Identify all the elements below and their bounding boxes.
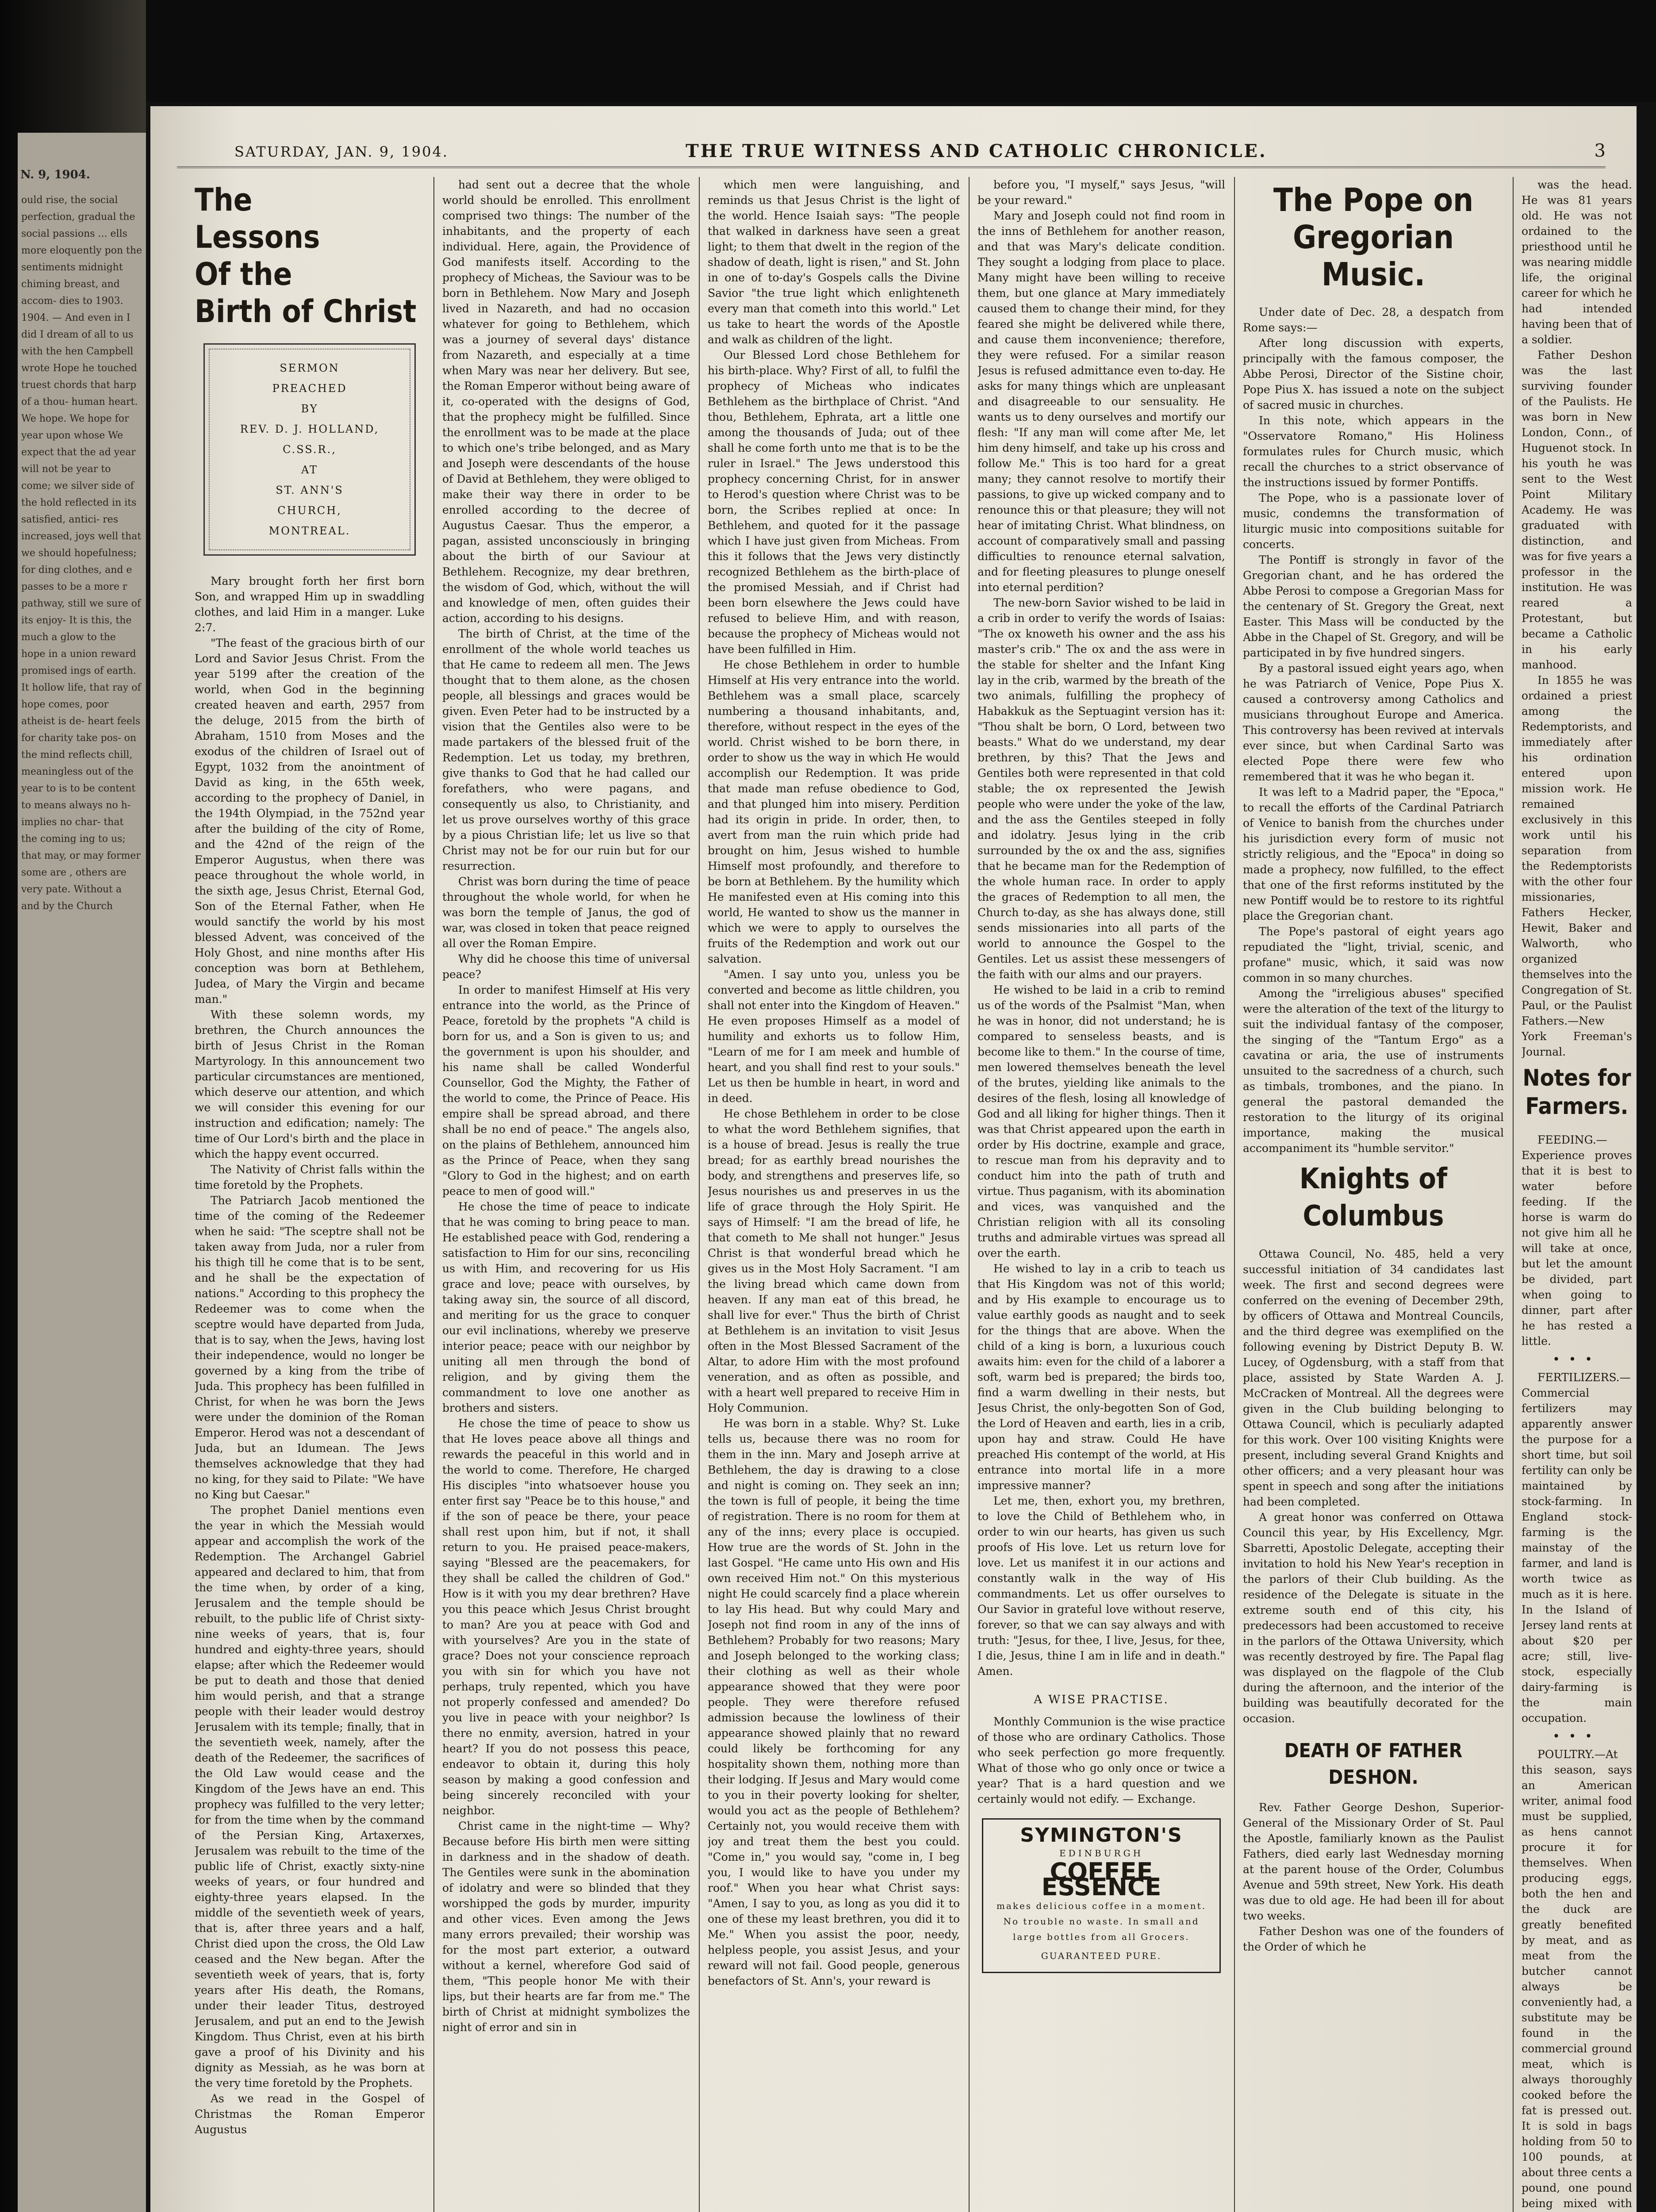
ad-city: EDINBURGH — [1059, 1848, 1144, 1859]
paragraph: He chose Bethlehem in order to be close to what the word Bethlehem signifies, that is a house of bread. Jesus is really the true bread; for as earthly bread nourishes the body, and strengthens and preserves life, so Jesus nourishes us and preserves in us the life of grace through the Holy Spirit. He says of Himself: "I am the bread of life, he that cometh to Me shall not hunger." Jesus Christ is that wonderful bread which he gives us in the Most Holy Sacrament. "I am the living bread which came down from heaven. If any man eat of this bread, he shall live for ever." Thus the birth of Christ at Bethlehem is an invitation to visit Jesus often in the Most Blessed Sacrament of the Altar, to adore Him with the most profound veneration, and as often as possible, and with a heart well prepared to receive Him in Holy Communion. — [708, 1107, 960, 1414]
wise-practise-text: Monthly Communion is the wise practice of those who are ordinary Catholics. Those who seek perfection go more frequently. What of those who go only once or twice a year? That is a hard question and we certainly would not edify. — Exchange. — [978, 1715, 1225, 1805]
paragraph: Christ came in the night-time — Why? Because before His birth men were sitting in darkness and in the shadow of death. The Gentiles were sunk in the abomination of idolatry and were so blinded that they worshipped the gods by murder, impurity and other vices. Even among the Jews many errors prevailed; their worship was for the most part exterior, a outward without a kernel, wherefore God said of them, "This people honor Me with their lips, but their hearts are far from me." The birth of Christ at midnight symbolizes the night of error and sin in — [442, 1820, 690, 2034]
column-rule — [433, 177, 434, 2212]
paragraph: He chose the time of peace to indicate that he was coming to bring peace to man. He established peace with God, rendering a satisfaction to Him for our sins, reconciling us with Him, and recovering for us His grace and love; peace with ourselves, by taking away sin, the source of all discord, and meriting for us the grace to conquer our evil inclinations, whereby we preserve interior peace; peace with our neighbor by uniting all men through the bond of religion, and by giving them the commandment to love one another as brothers and sisters. — [442, 1200, 690, 1414]
sermon-line: ST. ANN'S — [276, 484, 344, 496]
title-line: Birth of Christ — [195, 293, 417, 330]
paragraph: "The feast of the gracious birth of our Lord and Savior Jesus Christ. From the year 5199 after the creation of the world, when God in the beginning created heaven and earth, 2957 from the deluge, 2015 from the birth of Abraham, 1510 from Moses and the exodus of the children of Israel out of Egypt, 1032 from the anointment of David as king, in the 65th week, according to the prophecy of Daniel, in the 194th Olympiad, in the 752nd year after the building of the city of Rome, and the 42nd of the reign of the Emperor Augustus, when there was peace throughout the whole world, in the sixth age, Jesus Christ, Eternal God, Son of the Eternal Father, when He would sanctify the world by his most blessed Advent, was conceived of the Holy Ghost, and nine months after His conception was born at Bethlehem, Judea, of Mary the Virgin and became man." — [195, 637, 425, 1006]
farmers-article-title: Notes for Farmers. — [1522, 1065, 1631, 1120]
paragraph: He wished to be laid in a crib to remind us of the words of the Psalmist "Man, when he was in honor, did not understand; he is compared to senseless beasts, and is become like to them." In the course of time, men lowered themselves beneath the level of the brutes, yielding like animals to the desires of the flesh, losing all knowledge of God and all liking for higher things. Then it was that Christ appeared upon the earth in order by His doctrine, example and grace, to rescue man from his depravity and to conduct him into the path of truth and virtue. Thus paganism, with its abomination and vices, was vanquished and the Christian religion with all its consoling truths and admirable virtues was spread all over the earth. — [978, 983, 1225, 1260]
sermon-line: C.SS.R., — [283, 443, 337, 456]
paragraph: The Pope's pastoral of eight years ago repudiated the "light, trivial, scenic, and profane" music, which, it said was now common in so many churches. — [1243, 925, 1504, 984]
paragraph: He chose Bethlehem in order to humble Himself at His very entrance into the world. Bethlehem was a small place, scarcely numbering a thousand inhabitants, and, therefore, without respect in the eyes of the world. Christ wished to be born there, in order to show us the way in which He would accomplish our Redemption. It was pride that made man refuse obedience to God, and that plunged him into misery. Perdition had its origin in pride. In order, then, to avert from man the ruin which pride had brought on him, Jesus wished to humble Himself most profoundly, and therefore to be born at Bethlehem. By the humility which He manifested even at His coming into this world, He wanted to show us the manner in which we were to apply to ourselves the fruits of the Redemption and work out our salvation. — [708, 658, 960, 965]
farmers-item: POULTRY.—At this season, says an American writer, animal food must be supplied, as hens cannot procure it for themselves. When producing eggs, both the hen and the duck are greatly benefited by meat, and as meat from the butcher cannot always be conveniently had, a substitute may be found in the commercial ground meat, which is always thoroughly cooked before the fat is pressed out. It is sold in bags holding from 50 to 100 pounds, at about three cents a pound, one pound being mixed with — [1522, 1748, 1632, 2210]
column-4 — [978, 177, 1225, 2212]
farmers-item: FEEDING.—Experience proves that it is best to water before feeding. If the horse is warm do not give him all he will take at once, but let the amount be divided, part when going to dinner, part after he has rested a little. — [1522, 1133, 1632, 1348]
page-header — [177, 141, 1606, 168]
ad-brand: SYMINGTON'S — [1020, 1824, 1183, 1847]
paragraph: Let me, then, exhort you, my brethren, to love the Child of Bethlehem who, in order to win our hearts, has given us such proofs of His love. Let us return love for love. Let us manifest it in our actions and constantly walk in the way of His commandments. Let us offer ourselves to Our Savior in grateful love without reserve, forever, so that we can say always and with truth: "Jesus, for thee, I live, Jesus, for thee, I die, Jesus, thine I am in life and in death." Amen. — [978, 1494, 1225, 1678]
title-line: Of the — [195, 256, 292, 292]
dots-divider: ••• — [1552, 1352, 1601, 1367]
paragraph: Under date of Dec. 28, a despatch from Rome says:— — [1243, 306, 1504, 334]
ad-product: COFFEE ESSENCE — [1041, 1858, 1162, 1901]
paragraph: As we read in the Gospel of Christmas the Roman Emperor Augustus — [195, 2092, 425, 2136]
paragraph: In 1855 he was ordained a priest among the Redemptorists, and immediately after his ordination entered upon mission work. He remained exclusively in this work until his separation from the Redemptorists with the other four missionaries, Fathers Hecker, Hewit, Baker and Walworth, who organized themselves into the Congregation of St. Paul, or the Paulist Fathers.—New York Freeman's Journal. — [1522, 674, 1632, 1058]
farmers-item: FERTILIZERS.—Commercial fertilizers may apparently answer the purpose for a short time, but soil fertility can only be maintained by stock-farming. In England stock-farming is the mainstay of the farmer, and land is worth twice as much as it is here. In the Island of Jersey land rents at about $20 per acre; still, live-stock, especially dairy-farming is the main occupation. — [1522, 1371, 1632, 1724]
paragraph: In order to manifest Himself at His very entrance into the world, as the Prince of Peace, foretold by the prophets "A child is born for us, and a Son is given to us; and the government is upon his shoulder, and his name shall be called Wonderful Counsellor, God the Mighty, the Father of the world to come, the Prince of Peace. His empire shall be spread abroad, and there shall be no end of peace." The angels also, on the plains of Bethlehem, announced him as the Prince of Peace, when they sang "Glory to God in the highest; and on earth peace to men of good will." — [442, 983, 690, 1198]
paragraph: By a pastoral issued eight years ago, when he was Patriarch of Venice, Pope Pius X. caused a controversy among Catholics and musicians throughout Europe and America. This controversy has been revived at intervals ever since, but when Cardinal Sarto was elected Pope there were few who remembered that it was he who began it. — [1243, 662, 1504, 783]
paragraph: Father Deshon was one of the founders of the Order of which he — [1243, 1925, 1504, 1953]
paragraph: It was left to a Madrid paper, the "Epoca," to recall the efforts of the Cardinal Patriarch of Venice to banish from the churches under his jurisdiction every form of music not strictly religious, and the "Epoca" in doing so made a prophecy, now fulfilled, to the effect that one of the first reforms instituted by the new Pontiff would be to restore to its rightful place the Gregorian chant. — [1243, 786, 1504, 922]
column-rule — [1513, 177, 1514, 2212]
ad-description: makes delicious coffee in a moment. No trouble no waste. In small and large bottles from all Grocers. — [996, 1901, 1207, 1942]
paragraph: In this note, which appears in the "Osservatore Romano," His Holiness formulates rules for Church music, which recall the churches to a strict observance of the instructions issued by former Pontiffs. — [1243, 414, 1504, 489]
paragraph: before you, "I myself," says Jesus, "will be your reward." — [978, 178, 1225, 207]
paragraph: The birth of Christ, at the time of the enrollment of the whole world teaches us that He came to redeem all men. The Jews thought that to them alone, as the chosen people, all blessings and graces would be given. Even Peter had to be instructed by a vision that the Gentiles also were to be made partakers of the blessed fruit of the Redemption. Let us today, my brethren, give thanks to God that he had called our forefathers, who were pagans, and consequently us also, to Christianity, and let us prove ourselves worthy of this grace by a pious Christian life; let us live so that Christ may not be for our ruin but for our resurrection. — [442, 627, 690, 872]
paragraph: Ottawa Council, No. 485, held a very successful initiation of 34 candidates last week. The first and second degrees were conferred on the evening of December 29th, by officers of Ottawa and Montreal Councils, and the third degree was exemplified on the following evening by District Deputy B. W. Lucey, of Ogdensburg, with a staff from that place, assisted by State Warden A. J. McCracken of Montreal. All the degrees were given in the Club building belonging to Ottawa Council, which is peculiarly adapted for this work. Over 100 visiting Knights were present, including several Grand Knights and other officers; and a very pleasant hour was spent in speech and song after the initiations had been completed. — [1243, 1248, 1504, 1508]
column-rule — [699, 177, 700, 2212]
previous-page-edge — [18, 133, 146, 2212]
sermon-line: AT — [301, 464, 318, 476]
sermon-line: CHURCH, — [277, 504, 342, 517]
newspaper-page — [150, 106, 1637, 2212]
deshon-article-title: DEATH OF FATHER DESHON. — [1284, 1740, 1463, 1789]
paragraph: After long discussion with experts, principally with the famous composer, the Abbe Perosi, Director of the Sistine choir, Pope Pius X. has issued a note on the subject of sacred music in churches. — [1243, 337, 1504, 411]
paragraph: Our Blessed Lord chose Bethlehem for his birth-place. Why? First of all, to fulfil the prophecy of Micheas who indicates Bethlehem as the birthplace of Christ. "And thou, Bethlehem, Ephrata, art a little one among the thousands of Juda; out of thee shall he come forth unto me that is to be the ruler in Israel." The Jews understood this prophecy concerning Christ, for in answer to Herod's question where Christ was to be born, the Scribes replied at once: In Bethlehem, and quoted for it the passage which I have just given from Micheas. From this it follows that the Jews very distinctly recognized Bethlehem as the birth-place of the promised Messiah, and if Christ had been born elsewhere the Jews could have refused to believe Him, and with reason, because the prophecy of Micheas would not have been fulfilled in Him. — [708, 349, 960, 656]
title-line: Lessons — [195, 219, 320, 255]
paragraph: Father Deshon was the last surviving founder of the Paulists. He was born in New London, Conn., of Huguenot stock. In his youth he was sent to the West Point Military Academy. He was graduated with distinction, and was for five years a professor in the institution. He was reared a Protestant, but became a Catholic in his early manhood. — [1522, 349, 1632, 671]
column-2 — [442, 177, 690, 2212]
sermon-line: BY — [301, 403, 318, 415]
header-date: SATURDAY, JAN. 9, 1904. — [234, 143, 449, 160]
sermon-line: MONTREAL. — [268, 525, 351, 537]
previous-page-text: ould rise, the social perfection, gradual the social passions ... ells more eloquently pon the sentiments midnight chiming breast, and accom- dies to 1903. 1904. — And even in I did I dream of all to us with the hen Campbell wrote Hope he touched truest chords that harp of a thou- human heart. We hope. We hope for year upon whose We expect that the ad year will not be year to come; we silver side of the hold reflected in its satisfied, antici- res increased, joys well that we should hopefulness; for ding clothes, and e passes to be a more r pathway, still we sure of its enjoy- It is this, the much a glow to the hope in a union reward promised ings of earth. It hollow life, that ray of hope comes, poor atheist is de- heart feels for charity take pos- on the mind reflects chill, meaningless out of the year to is to be content to means always no h- implies no char- that the coming ing to us; that may, or may former some are , others are very pate. Without a and by the Church — [21, 195, 142, 912]
paragraph: He was born in a stable. Why? St. Luke tells us, because there was no room for them in the inn. Mary and Joseph arrive at Bethlehem, the day is drawing to a close and night is coming on. They seek an inn; the town is full of people, it being the time of registration. There is no room for them at any of the inns; every place is occupied. How true are the words of St. John in the last Gospel. "He came unto His own and His own received Him not." On this mysterious night He could scarcely find a place wherein to lay His head. But why could Mary and Joseph not find room in any of the inns of Bethlehem? Probably for two reasons; Mary and Joseph belonged to the working class; their clothing as well as their whole appearance showed that they were poor people. They were therefore refused admission because the lowliness of their appearance showed plainly that no reward could likely be forthcoming for any hospitality shown them, nothing more than their lodging. If Jesus and Mary would come to you in their poverty looking for shelter, would you act as the people of Bethlehem? Certainly not, you would receive them with joy and treat them the best you could. "Come in," you would say, "come in, I beg you, I would like to have you under my roof." When you hear what Christ says: "Amen, I say to you, as long as you did it to one of these my least brethren, you did it to Me." When you assist the poor, needy, helpless people, you assist Jesus, and your reward will not fail. Good people, generous benefactors of St. Ann's, your reward is — [708, 1417, 960, 1987]
paragraph: was the head. He was 81 years old. He was not ordained to the priesthood until he was nearing middle life, the original career for which he had intended having been that of a soldier. — [1522, 178, 1632, 346]
scan-background-top — [0, 0, 1656, 102]
paragraph: The Nativity of Christ falls within the time foretold by the Prophets. — [195, 1163, 425, 1191]
sermon-box — [203, 343, 416, 556]
paragraph: The Patriarch Jacob mentioned the time of the coming of the Redeemer when he said: "The sceptre shall not be taken away from Juda, nor a ruler from his thigh till he come that is to be sent, and he shall be the expectation of nations." According to this prophecy the Redeemer was to come when the sceptre would have departed from Juda, that is to say, when the Jews, having lost their independence, would no longer be governed by a king from the tribe of Juda. This prophecy has been fulfilled in Christ, for when he was born the Jews were under the dominion of the Roman Emperor. Herod was not a descendant of Juda, but an Idumean. The Jews themselves acknowledge that they had no king, for they said to Pilate: "We have no King but Caesar." — [195, 1194, 425, 1501]
paragraph: Rev. Father George Deshon, Superior-General of the Missionary Order of St. Paul the Apostle, familiarly known as the Paulist Fathers, died early last Wednesday morning at the parent house of the Order, Columbus Avenue and 59th street, New York. His death was due to old age. He had been ill for about two weeks. — [1243, 1801, 1504, 1922]
ad-guarantee: GUARANTEED PURE. — [1041, 1951, 1162, 1961]
paragraph: The new-born Savior wished to be laid in a crib in order to verify the words of Isaias: "The ox knoweth his owner and the ass his master's crib." The ox and the ass were in the stable for shelter and the Infant King lay in the crib, warmed by the breath of the two animals, fulfilling the prophecy of Habakkuk as the Septuagint version has it: "Thou shalt be born, O Lord, between two beasts." What do we understand, my dear brethren, by this? That the Jews and Gentiles both were represented in that cold stable; the ox represented the Jewish people who were under the yoke of the law, and the ass the Gentiles steeped in folly and idolatry. Jesus lying in the crib surrounded by the ox and the ass, signifies that he became man for the Redemption of the whole human race. In order to apply the graces of Redemption to all men, the Church to-day, as she has always done, still sends missionaries into all parts of the world to announce the Gospel to the Gentiles. Let us assist these messengers of the faith with our alms and our prayers. — [978, 596, 1225, 981]
header-title: THE TRUE WITNESS AND CATHOLIC CHRONICLE. — [686, 141, 1267, 161]
paragraph: had sent out a decree that the whole world should be enrolled. This enrollment comprised two things: The number of the inhabitants, and the property of each individual. Here, again, the Providence of God manifests itself. According to the prophecy of Micheas, the Saviour was to be born in Bethlehem. Now Mary and Joseph lived in Nazareth, and had no occasion whatever for going to Bethlehem, which was a journey of several days' distance from Nazareth, and especially at a time when Mary was near her delivery. But see, the Roman Emperor without being aware of it, co-operated with the designs of God, that the prophecy might be fulfilled. Since the enrollment was to be made at the place to which one's tribe belonged, and as Mary and Joseph were descendants of the house of David at Bethlehem, they were obliged to make their way there in order to be enrolled according to the decree of Augustus Caesar. Thus the emperor, a pagan, assisted unconsciously in bringing about the birth of our Saviour at Bethlehem. Recognize, my dear brethren, the wisdom of God, which, without the will and knowledge of men, often guides their action, according to his designs. — [442, 178, 690, 625]
paragraph: The Pope, who is a passionate lover of music, condemns the transformation of liturgic music into compositions suitable for concerts. — [1243, 492, 1504, 551]
wise-practise-heading: A WISE PRACTISE. — [1034, 1693, 1169, 1706]
column-3 — [708, 177, 960, 2212]
paragraph: The prophet Daniel mentions even the year in which the Messiah would appear and accomplish the work of the Redemption. The Archangel Gabriel appeared and declared to him, that from the time when, by order of a king, Jerusalem and the temple should be rebuilt, to the public life of Christ sixty-nine weeks of years, that is, four hundred and eighty-three years, should elapse; after which the Redeemer would be put to death and those that denied him would perish, and that a strange people with their leader would destroy Jerusalem with its temple; finally, that in the seventieth week, namely, after the death of the Redeemer, the sacrifices of the Old Law would cease and the Kingdom of the Jews have an end. This prophecy was fulfilled to the very letter; for from the time when by the command of the Persian King, Artaxerxes, Jerusalem was rebuilt to the time of the public life of Christ, exactly sixty-nine weeks of years, or four hundred and eighty-three years elapsed. In the middle of the seventieth week of years, that is, after three years and a half, Christ died upon the cross, the Old Law ceased and the New began. After the seventieth week of years, that is, forty years after His death, the Romans, under their leader Titus, destroyed Jerusalem, and put an end to the Jewish Kingdom. Thus Christ, even at his birth gave a proof of his Divinity and his dignity as Messiah, as he was born at the very time foretold by the Prophets. — [195, 1504, 425, 2089]
column-6 — [1522, 177, 1632, 2212]
paragraph: which men were languishing, and reminds us that Jesus Christ is the light of the world. Hence Isaiah says: "The people that walked in darkness have seen a great light; to them that dwelt in the region of the shadow of death, light is risen," and St. John in one of to-day's Gospels calls the Divine Savior "the true light which enlighteneth every man that cometh into this world." Let us take to heart the words of the Apostle and walk as children of the light. — [708, 178, 960, 346]
paragraph: Among the "irreligious abuses" specified were the alteration of the text of the liturgy to suit the individual fantasy of the composer, the singing of the "Tantum Ergo" as a cavatina or aria, the use of instruments unsuited to the sacredness of a church, such as timbals, trombones, and the piano. In general the pastoral demanded the restoration to the liturgy of its original importance, making the musical accompaniment its "humble servitor." — [1243, 987, 1504, 1155]
sermon-line: SERMON — [280, 362, 340, 374]
paragraph: Mary brought forth her first born Son, and wrapped Him up in swaddling clothes, and laid Him in a manger. Luke 2:7. — [195, 575, 425, 634]
sermon-line: PREACHED — [272, 382, 347, 395]
paragraph: Mary and Joseph could not find room in the inns of Bethlehem for another reason, and that was Mary's delicate condition. They sought a lodging from place to place. Many might have been willing to receive them, but one glance at Mary immediately caused them to change their mind, for they feared she might be delivered while there, and cause them inconvenience; therefore, they were refused. For a similar reason Jesus is refused admittance even to-day. He asks for many things which are unpleasant and disagreeable to our sensuality. He wants us to deny ourselves and mortify our flesh: "If any man will come after Me, let him deny himself, and take up his cross and follow Me." This is too hard for a great many; they cannot resolve to mortify their passions, to give up wicked company and to renounce this or that pleasure; they will not hear of imitating Christ. What blindness, on account of comparatively small and passing difficulties to renounce eternal salvation, and for fleeting pleasures to plunge oneself into eternal perdition? — [978, 209, 1225, 594]
article-title-lessons — [195, 181, 425, 330]
page-number: 3 — [1594, 141, 1606, 161]
paragraph: A great honor was conferred on Ottawa Council this year, by His Excellency, Mgr. Sbarretti, Apostolic Delegate, accepting their invitation to hold his New Year's reception in the parlors of their Club building. As the residence of the Delegate is situate in the extreme south end of this city, his predecessors had been accustomed to receive in the parlors of the Ottawa University, which was recently destroyed by fire. The Papal flag was displayed on the flagpole of the Club during the afternoon, and the interior of the building was beautifully decorated for the occasion. — [1243, 1511, 1504, 1725]
title-line: The Pope on — [1273, 181, 1474, 219]
dots-divider: ••• — [1552, 1729, 1601, 1743]
pope-article-title — [1243, 181, 1504, 293]
column-rule — [969, 177, 970, 2212]
paragraph: "Amen. I say unto you, unless you be converted and become as little children, you shall not enter into the Kingdom of Heaven." He even proposes Himself as a model of humility and exhorts us to follow Him, "Learn of me for I am meek and humble of heart, and you shall find rest to your souls." Let us then be humble in heart, in word and in deed. — [708, 968, 960, 1105]
title-line: The — [195, 182, 253, 218]
title-line: Gregorian Music. — [1293, 219, 1454, 293]
symingtons-advertisement — [982, 1818, 1221, 1973]
paragraph: He chose the time of peace to show us that He loves peace above all things and rewards the peaceful in this world and in the world to come. Therefore, He charged His disciples "into whatsoever house you enter first say "Peace be to this house," and if the son of peace be there, your peace shall rest upon him, but if not, it shall return to you. He praised peace-makers, saying "Blessed are the peacemakers, for they shall be called the children of God." How is it with you my dear brethren? Have you this peace which Jesus Christ brought to man? Are you at peace with God and with yourselves? Are you in the state of grace? Does not your conscience reproach you with sin for which you have not perhaps, truly repented, which you have not properly confessed and amended? Do you live in peace with your neighbor? Is there no enmity, aversion, hatred in your heart? If you do not possess this peace, endeavor to obtain it, during this holy season by making a good confession and being sincerely reconciled with your neighbor. — [442, 1417, 690, 1817]
column-rule — [1234, 177, 1235, 2212]
paragraph: Christ was born during the time of peace throughout the whole world, for when he was born the temple of Janus, the god of war, was closed in token that peace reigned all over the Roman Empire. — [442, 875, 690, 950]
sermon-line: REV. D. J. HOLLAND, — [240, 423, 380, 435]
knights-article-title: Knights of Columbus — [1300, 1163, 1447, 1233]
paragraph: With these solemn words, my brethren, the Church announces the birth of Jesus Christ in the Roman Martyrology. In this announcement two particular circumstances are mentioned, which deserve our attention, and which we will consider this evening for our instruction and edification; namely: The time of Our Lord's birth and the place in which the happy event occurred. — [195, 1008, 425, 1160]
column-1 — [195, 177, 425, 2212]
previous-page-header: N. 9, 1904. — [20, 168, 90, 181]
paragraph: The Pontiff is strongly in favor of the Gregorian chant, and he has ordered the Abbe Perosi to compose a Gregorian Mass for the centenary of St. Gregory the Great, next Easter. This Mass will be conducted by the Abbe in the Chapel of St. Gregory, and will be participated in by five hundred singers. — [1243, 553, 1504, 659]
paragraph: Why did he choose this time of universal peace? — [442, 952, 690, 981]
paragraph: He wished to lay in a crib to teach us that His Kingdom was not of this world; and by His example to encourage us to value earthly goods as naught and to seek for the things that are above. When the child of a king is born, a luxurious couch awaits him: even for the child of a laborer a soft, warm bed is prepared; the birds too, find a warm dwelling in their nests, but Jesus Christ, the only-begotten Son of God, the Lord of Heaven and earth, lies in a crib, upon hay and straw. Could He have preached His contempt of the world, at His entrance into mortal life in a more impressive manner? — [978, 1262, 1225, 1492]
column-5 — [1243, 177, 1504, 2212]
